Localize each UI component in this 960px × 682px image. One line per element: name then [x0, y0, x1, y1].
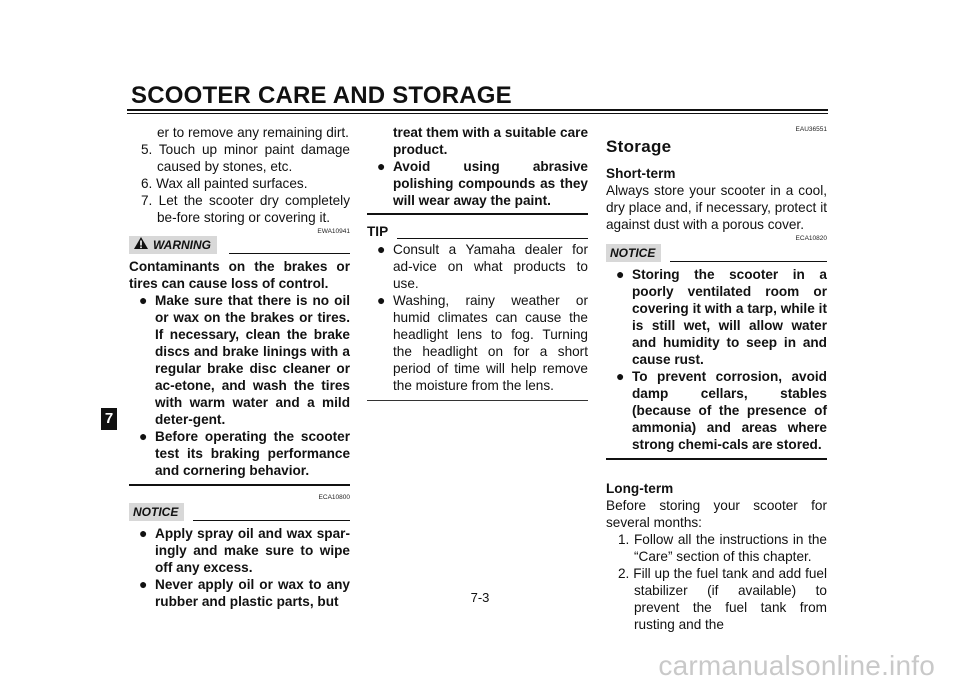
step-item	[606, 531, 827, 565]
bullet-text: Before operating the scooter test its braking performance and cornering behavior.	[155, 429, 350, 478]
list-item	[129, 428, 350, 479]
short-term-text: Always store your scooter in a cool, dry place and, if necessary, protect it against dust with a porous cover.	[606, 183, 827, 232]
bullet-text: Avoid using abrasive polishing compounds as they will wear away the paint.	[393, 159, 588, 208]
step-text: Fill up the fuel tank and add fuel stabilizer (if available) to prevent the fuel tank from rusting and the	[633, 565, 827, 632]
tip-label-row	[367, 223, 588, 241]
header-rule	[127, 109, 828, 111]
notice-code: ECA10800	[318, 493, 350, 501]
header-rule-thin	[127, 113, 828, 114]
watermark: carmanualsonline.info	[658, 650, 935, 681]
warning-rule	[229, 253, 350, 254]
section-title: Storage	[606, 137, 672, 156]
bullet-icon: ●	[616, 368, 625, 384]
list-item	[606, 368, 827, 453]
notice-rule	[670, 261, 827, 262]
step-text: Touch up minor paint damage caused by stones, etc.	[157, 142, 350, 174]
continued-text: er to remove any remaining dirt.	[157, 125, 349, 140]
notice-end-rule	[606, 458, 827, 460]
list-item	[606, 266, 827, 368]
page-number: 7-3	[470, 590, 490, 605]
tip-label: TIP	[367, 223, 389, 239]
notice-badge: NOTICE	[606, 244, 661, 262]
warning-triangle-icon	[133, 236, 149, 255]
step-text: Let the scooter dry completely be-fore storing or covering it.	[157, 193, 351, 225]
warning-code: EWA10941	[317, 228, 350, 235]
notice-bullets	[606, 266, 827, 453]
notice-rule	[193, 520, 350, 521]
warning-bullets	[129, 292, 350, 479]
notice-code: ECA10820	[795, 235, 827, 242]
warning-lead: Contaminants on the brakes or tires can cause loss of control.	[129, 259, 350, 291]
bullet-text: Never apply oil or wax to any rubber and plastic parts, but	[155, 576, 350, 609]
step-list	[129, 141, 350, 226]
section-code: EAU36551	[795, 126, 827, 133]
warning-label: WARNING	[153, 238, 211, 252]
page-header-title: SCOOTER CARE AND STORAGE	[131, 82, 512, 109]
step-text: Wax all painted surfaces.	[156, 176, 308, 191]
chapter-tab: 7	[101, 408, 117, 430]
bullet-icon: ●	[616, 266, 625, 282]
step-item	[129, 192, 350, 226]
step-text: Follow all the instructions in the “Care” section of this chapter.	[633, 531, 827, 564]
step-number: 2.	[618, 565, 630, 581]
step-number: 7.	[141, 193, 153, 208]
notice-badge: NOTICE	[129, 503, 184, 521]
column-2	[367, 124, 588, 401]
notice-bullets-cont	[367, 158, 588, 209]
list-item	[367, 158, 588, 209]
bullet-icon: ●	[377, 158, 386, 174]
column-1	[129, 124, 350, 610]
bullet-text: Consult a Yamaha dealer for ad-vice on what products to use.	[393, 241, 588, 291]
notice-label-row	[606, 244, 827, 264]
column-3	[606, 124, 827, 633]
continued-text: treat them with a suitable care product.	[393, 125, 588, 157]
tip-bullets	[367, 241, 588, 394]
bullet-text: Apply spray oil and wax spar-ingly and make sure to wipe off any excess.	[155, 525, 350, 575]
step-list	[606, 531, 827, 633]
bullet-text: To prevent corrosion, avoid damp cellars, stables (because of the presence of ammonia) and areas where strong chemi-cals are stored.	[632, 369, 827, 452]
bullet-icon: ●	[139, 428, 148, 444]
bullet-icon: ●	[139, 292, 148, 308]
tip-rule	[397, 238, 588, 239]
step-item	[129, 175, 350, 192]
notice-label-row	[129, 503, 350, 523]
short-term-title: Short-term	[606, 166, 676, 181]
bullet-icon: ●	[377, 240, 386, 257]
step-number: 1.	[618, 531, 630, 547]
step-number: 5.	[141, 142, 153, 157]
warning-label-row	[129, 236, 350, 256]
bullet-text: Washing, rainy weather or humid climates can cause the headlight lens to fog. Turning the headlight on for a short period of time will help remove the moisture from the lens.	[393, 292, 588, 393]
list-item	[129, 525, 350, 576]
step-item	[129, 141, 350, 175]
warning-end-rule	[129, 484, 350, 486]
tip-end-rule	[367, 400, 588, 401]
warning-badge	[129, 236, 217, 254]
step-number: 6.	[141, 176, 153, 191]
long-term-text: Before storing your scooter for several months:	[606, 497, 827, 530]
bullet-icon: ●	[139, 524, 148, 541]
list-item	[367, 292, 588, 394]
list-item	[367, 241, 588, 292]
bullet-icon: ●	[377, 291, 386, 308]
long-term-title: Long-term	[606, 480, 674, 496]
list-item	[129, 292, 350, 428]
bullet-icon: ●	[139, 575, 148, 592]
notice-end-rule	[367, 213, 588, 215]
bullet-text: Make sure that there is no oil or wax on the brakes or tires. If necessary, clean the brake discs and brake linings with a regular brake disc cleaner or ac-etone, and wash the tires with warm water and a mild deter-gent.	[155, 293, 350, 427]
bullet-text: Storing the scooter in a poorly ventilated room or covering it with a tarp, while it is still wet, will allow water and humidity to seep in and cause rust.	[632, 267, 827, 367]
